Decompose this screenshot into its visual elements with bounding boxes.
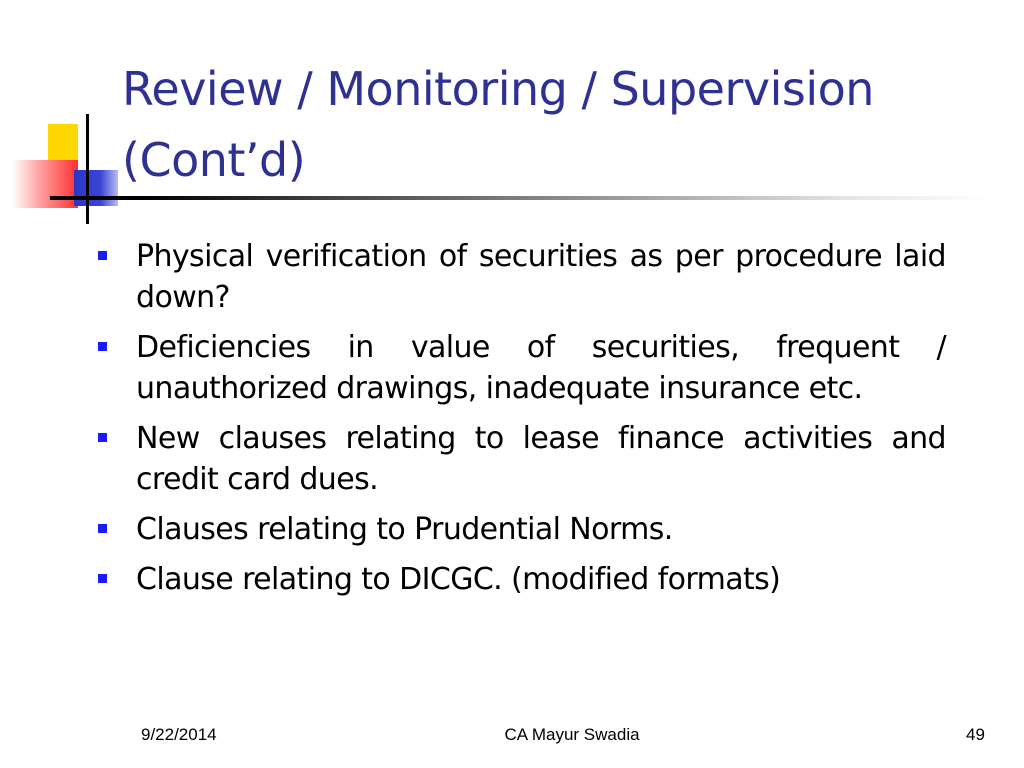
vertical-rule-decoration <box>86 114 89 224</box>
page-number: 49 <box>966 725 985 744</box>
square-bullet-icon <box>98 574 107 583</box>
square-bullet-icon <box>98 524 107 533</box>
footer-date: 9/22/2014 <box>141 725 217 744</box>
blue-square-decoration <box>74 170 118 206</box>
slide-title: Review / Monitoring / Supervision (Cont’d) <box>122 62 874 187</box>
red-gradient-square-decoration <box>12 160 78 208</box>
bullet-text: New clauses relating to lease finance activities and credit card dues. <box>136 421 946 497</box>
bullet-item <box>96 559 946 600</box>
title-underline-rule <box>50 196 990 200</box>
bullet-item <box>96 509 946 550</box>
footer-author: CA Mayur Swadia <box>504 725 640 744</box>
bullet-list <box>96 236 946 609</box>
bullet-text: Clauses relating to Prudential Norms. <box>136 512 673 547</box>
bullet-item <box>96 236 946 318</box>
bullet-text: Clause relating to DICGC. (modified formats) <box>136 562 781 597</box>
bullet-item <box>96 327 946 409</box>
square-bullet-icon <box>98 342 107 351</box>
square-bullet-icon <box>98 251 107 260</box>
bullet-text: Deficiencies in value of securities, frequent / unauthorized drawings, inadequate insurance etc. <box>136 330 946 406</box>
square-bullet-icon <box>98 433 107 442</box>
bullet-item <box>96 418 946 500</box>
bullet-text: Physical verification of securities as per procedure laid down? <box>136 239 946 315</box>
